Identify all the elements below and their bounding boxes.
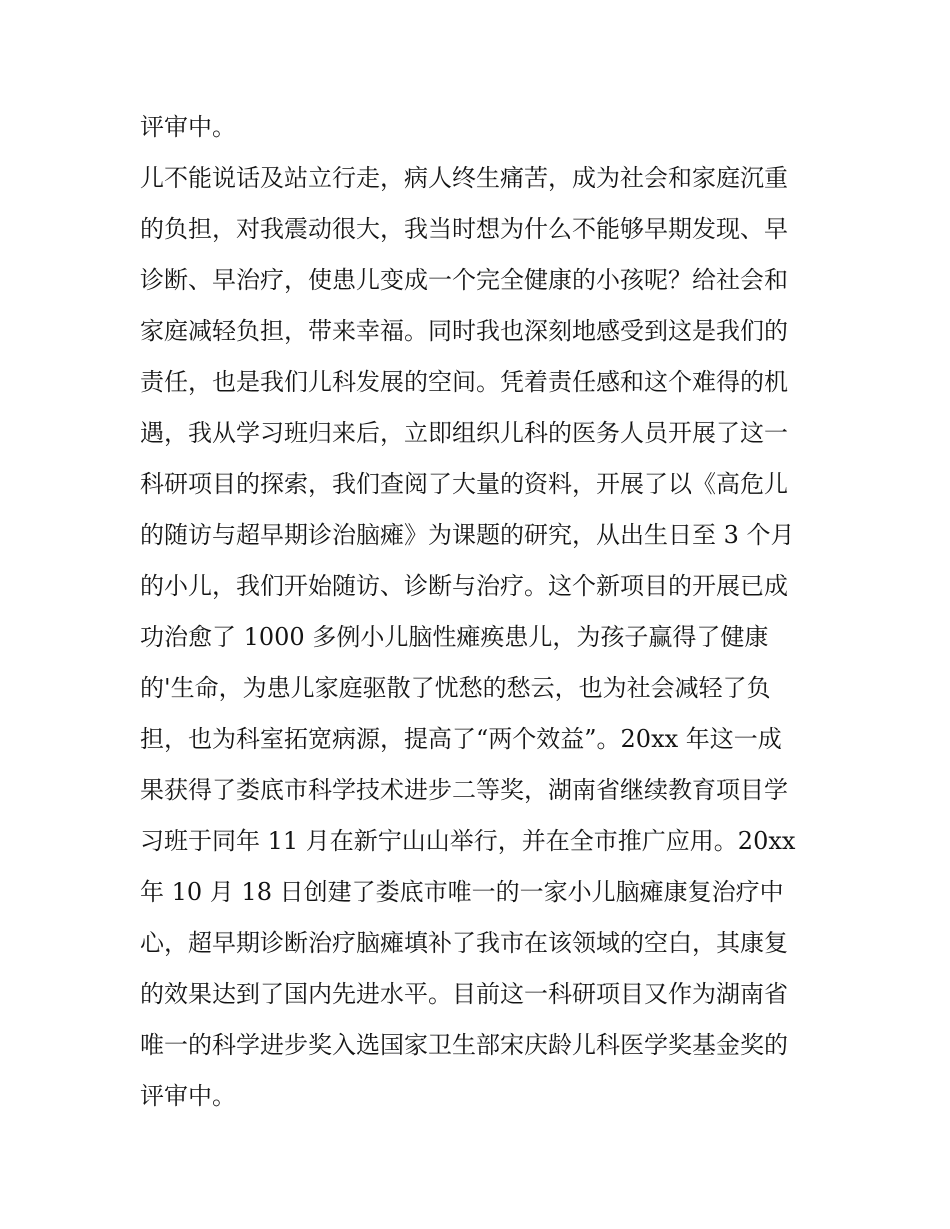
text-line: 诊断、早治疗，使患儿变成一个完全健康的小孩呢？给社会和 [140, 266, 788, 294]
text-line: 的'生命，为患儿家庭驱散了忧愁的愁云，也为社会减轻了负 [140, 674, 771, 702]
text-line: 唯一的科学进步奖入选国家卫生部宋庆龄儿科医学奖基金奖的 [140, 1031, 788, 1059]
text-line: 心，超早期诊断治疗脑瘫填补了我市在该领域的空白，其康复 [140, 929, 788, 957]
text-line: 儿不能说话及站立行走，病人终生痛苦，成为社会和家庭沉重 [140, 164, 788, 192]
text-line: 评审中。 [140, 113, 236, 141]
text-line: 习班于同年 11 月在新宁山山举行，并在全市推广应用。20xx [140, 827, 796, 855]
text-line: 家庭减轻负担，带来幸福。同时我也深刻地感受到这是我们的 [140, 317, 788, 345]
text-line: 的负担，对我震动很大，我当时想为什么不能够早期发现、早 [140, 215, 788, 243]
text-line: 责任，也是我们儿科发展的空间。凭着责任感和这个难得的机 [140, 368, 788, 396]
text-line: 的随访与超早期诊治脑瘫》为课题的研究，从出生日至 3 个月 [140, 521, 795, 549]
top-paragraph-fragment [140, 102, 820, 153]
text-line: 功治愈了 1000 多例小儿脑性瘫痪患儿，为孩子赢得了健康 [140, 623, 769, 651]
text-line: 年 10 月 18 日创建了娄底市唯一的一家小儿脑瘫康复治疗中 [140, 878, 784, 906]
text-line: 科研项目的探索，我们查阅了大量的资料，开展了以《高危儿 [140, 470, 788, 498]
text-line: 的效果达到了国内先进水平。目前这一科研项目又作为湖南省 [140, 980, 788, 1008]
text-line: 果获得了娄底市科学技术进步二等奖，湖南省继续教育项目学 [140, 776, 788, 804]
text-line: 评审中。 [140, 1082, 236, 1110]
text-line: 遇，我从学习班归来后，立即组织儿科的医务人员开展了这一 [140, 419, 788, 447]
text-line: 的小儿，我们开始随访、诊断与治疗。这个新项目的开展已成 [140, 572, 788, 600]
text-line: 担，也为科室拓宽病源，提高了“两个效益”。20xx 年这一成 [140, 725, 782, 753]
main-paragraph [140, 153, 820, 1122]
